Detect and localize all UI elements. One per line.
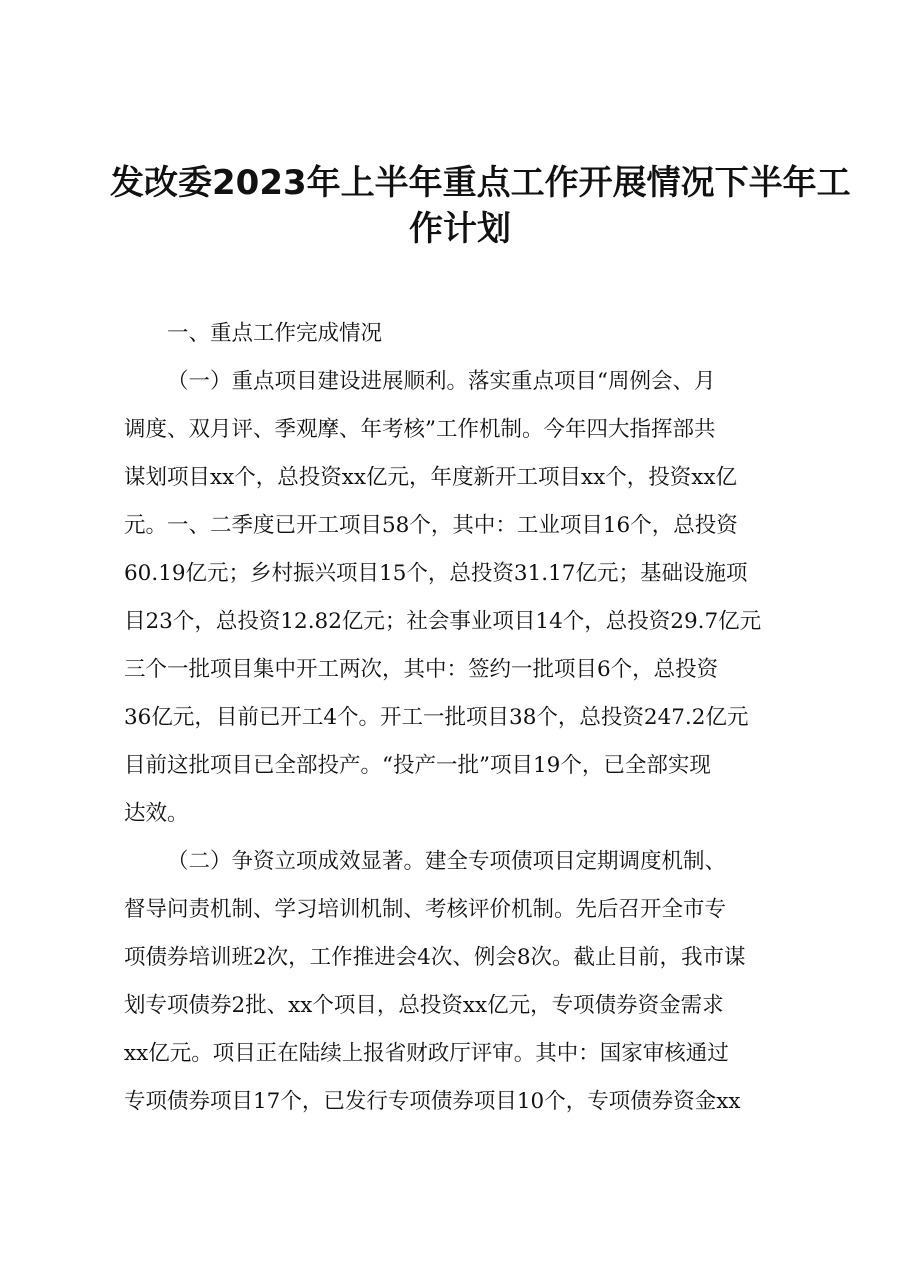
paragraph-line: 36亿元，目前已开工4个。开工一批项目38个，总投资247.2亿元 <box>124 705 749 730</box>
paragraph-line: 目23个，总投资12.82亿元；社会事业项目14个，总投资29.7亿元 <box>124 609 762 634</box>
paragraph-funding-projects <box>124 838 824 1126</box>
paragraph-line: 达效。 <box>124 801 189 826</box>
paragraph-line: 谋划项目xx个，总投资xx亿元，年度新开工项目xx个，投资xx亿 <box>124 465 738 490</box>
paragraph-line: 项债券培训班2次，工作推进会4次、例会8次。截止目前，我市谋 <box>124 945 746 970</box>
section-heading: 一、重点工作完成情况 <box>167 321 383 346</box>
paragraph-line: 督导问责机制、学习培训机制、考核评价机制。先后召开全市专 <box>124 897 727 922</box>
paragraph-line: 60.19亿元；乡村振兴项目15个，总投资31.17亿元；基础设施项 <box>124 561 748 586</box>
paragraph-line: 划专项债券2批、xx个项目，总投资xx亿元，专项债券资金需求 <box>124 993 724 1018</box>
paragraph-line: xx亿元。项目正在陆续上报省财政厅评审。其中：国家审核通过 <box>124 1041 729 1066</box>
title-line: 发改委2023年上半年重点工作开展情况下半年工 <box>110 163 851 203</box>
paragraph-line: （二）争资立项成效显著。建全专项债项目定期调度机制、 <box>167 849 727 874</box>
title-line: 作计划 <box>409 209 511 249</box>
paragraph-line: 专项债券项目17个，已发行专项债券项目10个，专项债券资金xx <box>124 1089 741 1114</box>
document-body <box>124 310 824 1126</box>
paragraph-project-construction <box>124 358 824 838</box>
paragraph-line: 目前这批项目已全部投产。“投产一批”项目19个，已全部实现 <box>124 753 711 778</box>
paragraph-line: （一）重点项目建设进展顺利。落实重点项目“周例会、月 <box>167 369 716 394</box>
document-title <box>110 160 851 252</box>
paragraph-line: 元。一、二季度已开工项目58个，其中：工业项目16个，总投资 <box>124 513 738 538</box>
paragraph-line: 调度、双月评、季观摩、年考核”工作机制。今年四大指挥部共 <box>124 417 716 442</box>
paragraph-line: 三个一批项目集中开工两次，其中：签约一批项目6个，总投资 <box>124 657 719 682</box>
